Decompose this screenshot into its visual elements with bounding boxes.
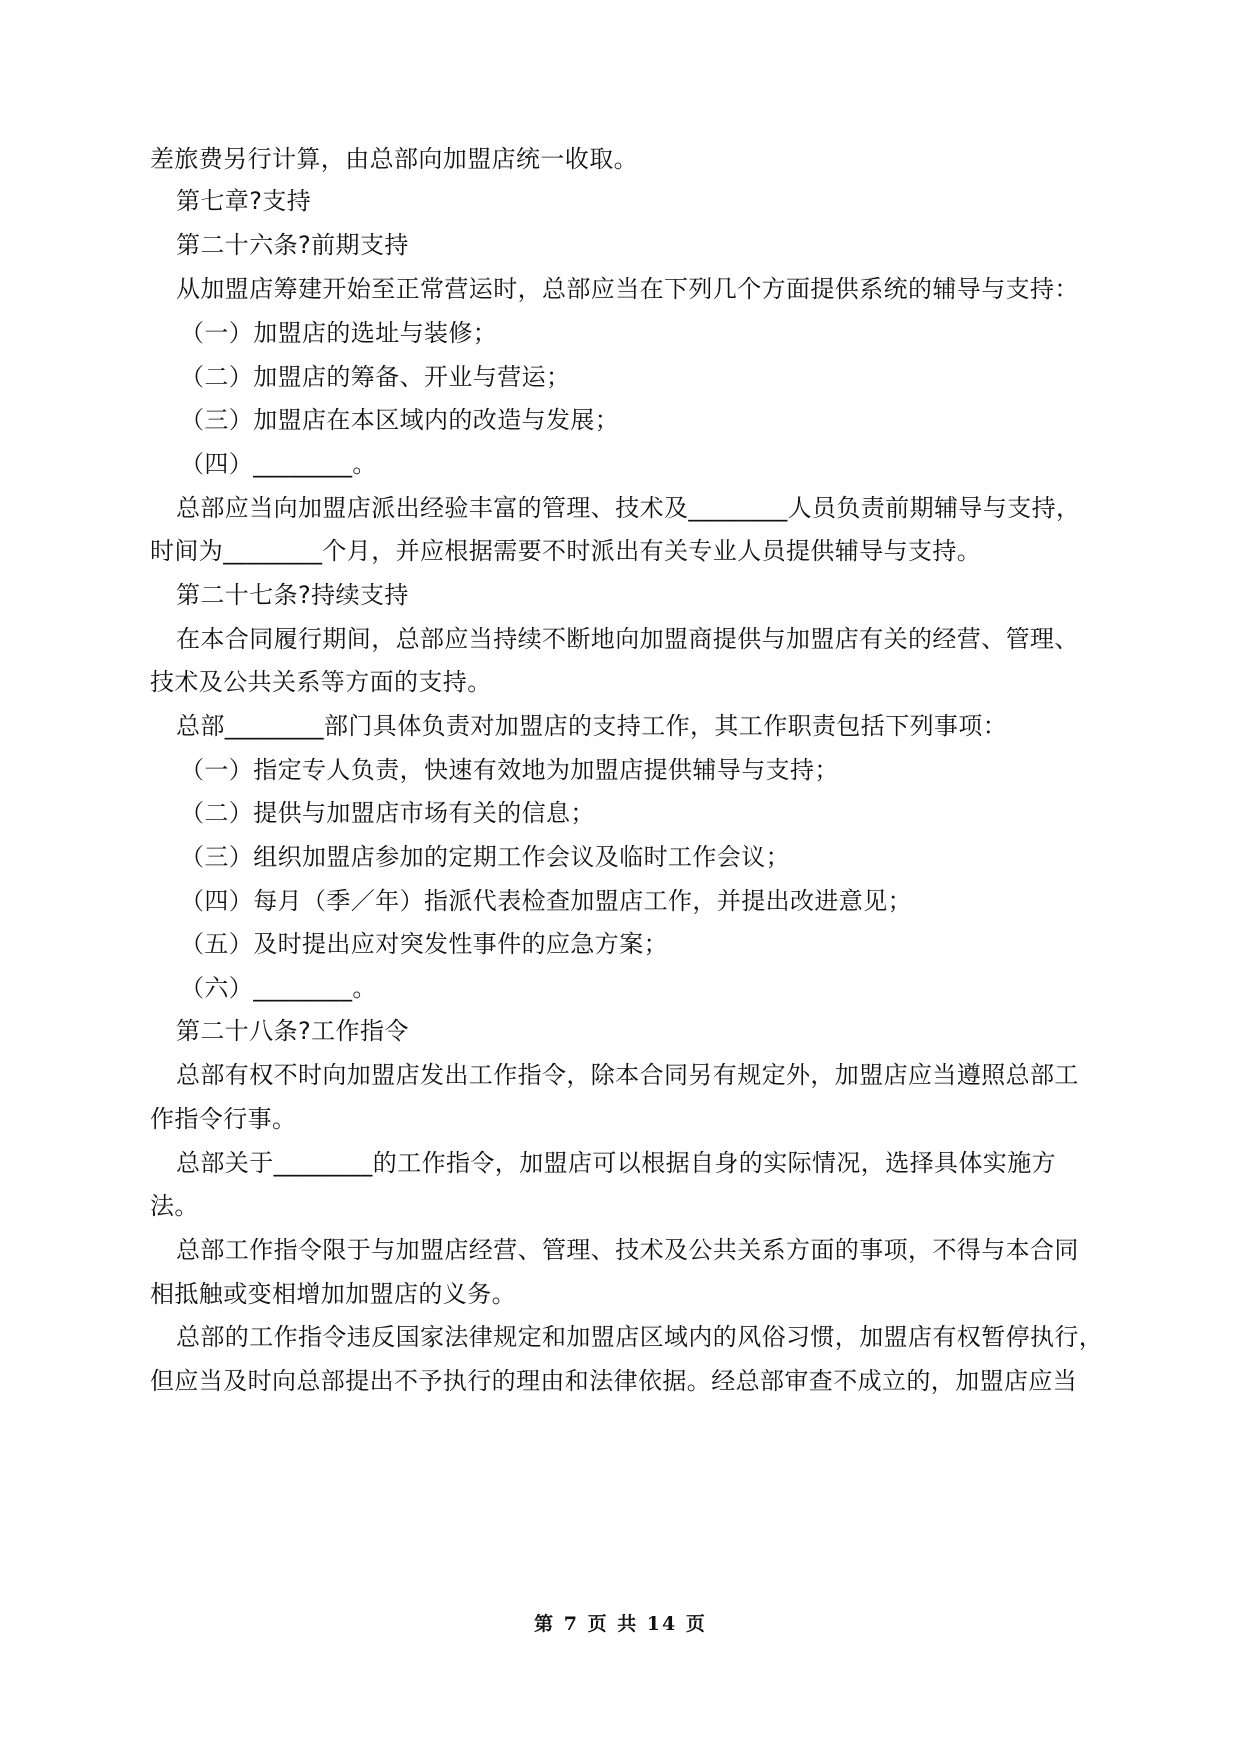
- paragraph-line: 总部应当向加盟店派出经验丰富的管理、技术及________人员负责前期辅导与支持，: [176, 494, 1081, 522]
- list-item: （二）提供与加盟店市场有关的信息；: [180, 799, 595, 827]
- paragraph-line: 作指令行事。: [150, 1105, 297, 1133]
- paragraph-line: 时间为________个月，并应根据需要不时派出有关专业人员提供辅导与支持。: [150, 537, 982, 565]
- list-item: （一）加盟店的选址与装修；: [180, 319, 498, 347]
- paragraph-line: 差旅费另行计算，由总部向加盟店统一收取。: [150, 145, 638, 173]
- paragraph-line: 技术及公共关系等方面的支持。: [150, 668, 492, 696]
- paragraph-line: 总部的工作指令违反国家法律规定和加盟店区域内的风俗习惯，加盟店有权暂停执行，: [176, 1323, 1104, 1351]
- paragraph-line: 总部关于________的工作指令，加盟店可以根据自身的实际情况，选择具体实施方: [176, 1149, 1056, 1177]
- paragraph-line: 法。: [150, 1192, 199, 1220]
- list-item: （一）指定专人负责，快速有效地为加盟店提供辅导与支持；: [180, 756, 839, 784]
- paragraph-line: 但应当及时向总部提出不予执行的理由和法律依据。经总部审查不成立的，加盟店应当: [150, 1367, 1078, 1395]
- article-heading: 第二十六条?前期支持: [176, 231, 409, 259]
- list-item: （二）加盟店的筹备、开业与营运；: [180, 363, 571, 391]
- list-item: （四）________。: [180, 450, 377, 478]
- paragraph-line: 总部工作指令限于与加盟店经营、管理、技术及公共关系方面的事项，不得与本合同: [176, 1236, 1079, 1264]
- list-item: （四）每月（季／年）指派代表检查加盟店工作，并提出改进意见；: [180, 887, 912, 915]
- chapter-heading: 第七章?支持: [176, 187, 312, 215]
- list-item: （三）组织加盟店参加的定期工作会议及临时工作会议；: [180, 843, 790, 871]
- article-heading: 第二十八条?工作指令: [176, 1017, 409, 1045]
- paragraph-line: 总部________部门具体负责对加盟店的支持工作，其工作职责包括下列事项：: [176, 712, 1008, 740]
- paragraph-line: 相抵触或变相增加加盟店的义务。: [150, 1280, 516, 1308]
- list-item: （五）及时提出应对突发性事件的应急方案；: [180, 930, 668, 958]
- paragraph-line: 从加盟店筹建开始至正常营运时，总部应当在下列几个方面提供系统的辅导与支持：: [176, 275, 1079, 303]
- paragraph-line: 总部有权不时向加盟店发出工作指令，除本合同另有规定外，加盟店应当遵照总部工: [176, 1061, 1079, 1089]
- article-heading: 第二十七条?持续支持: [176, 581, 409, 609]
- list-item: （三）加盟店在本区域内的改造与发展；: [180, 406, 620, 434]
- page-number-footer: 第 7 页 共 14 页: [534, 1613, 707, 1635]
- list-item: （六）________。: [180, 974, 377, 1002]
- paragraph-line: 在本合同履行期间，总部应当持续不断地向加盟商提供与加盟店有关的经营、管理、: [176, 625, 1079, 653]
